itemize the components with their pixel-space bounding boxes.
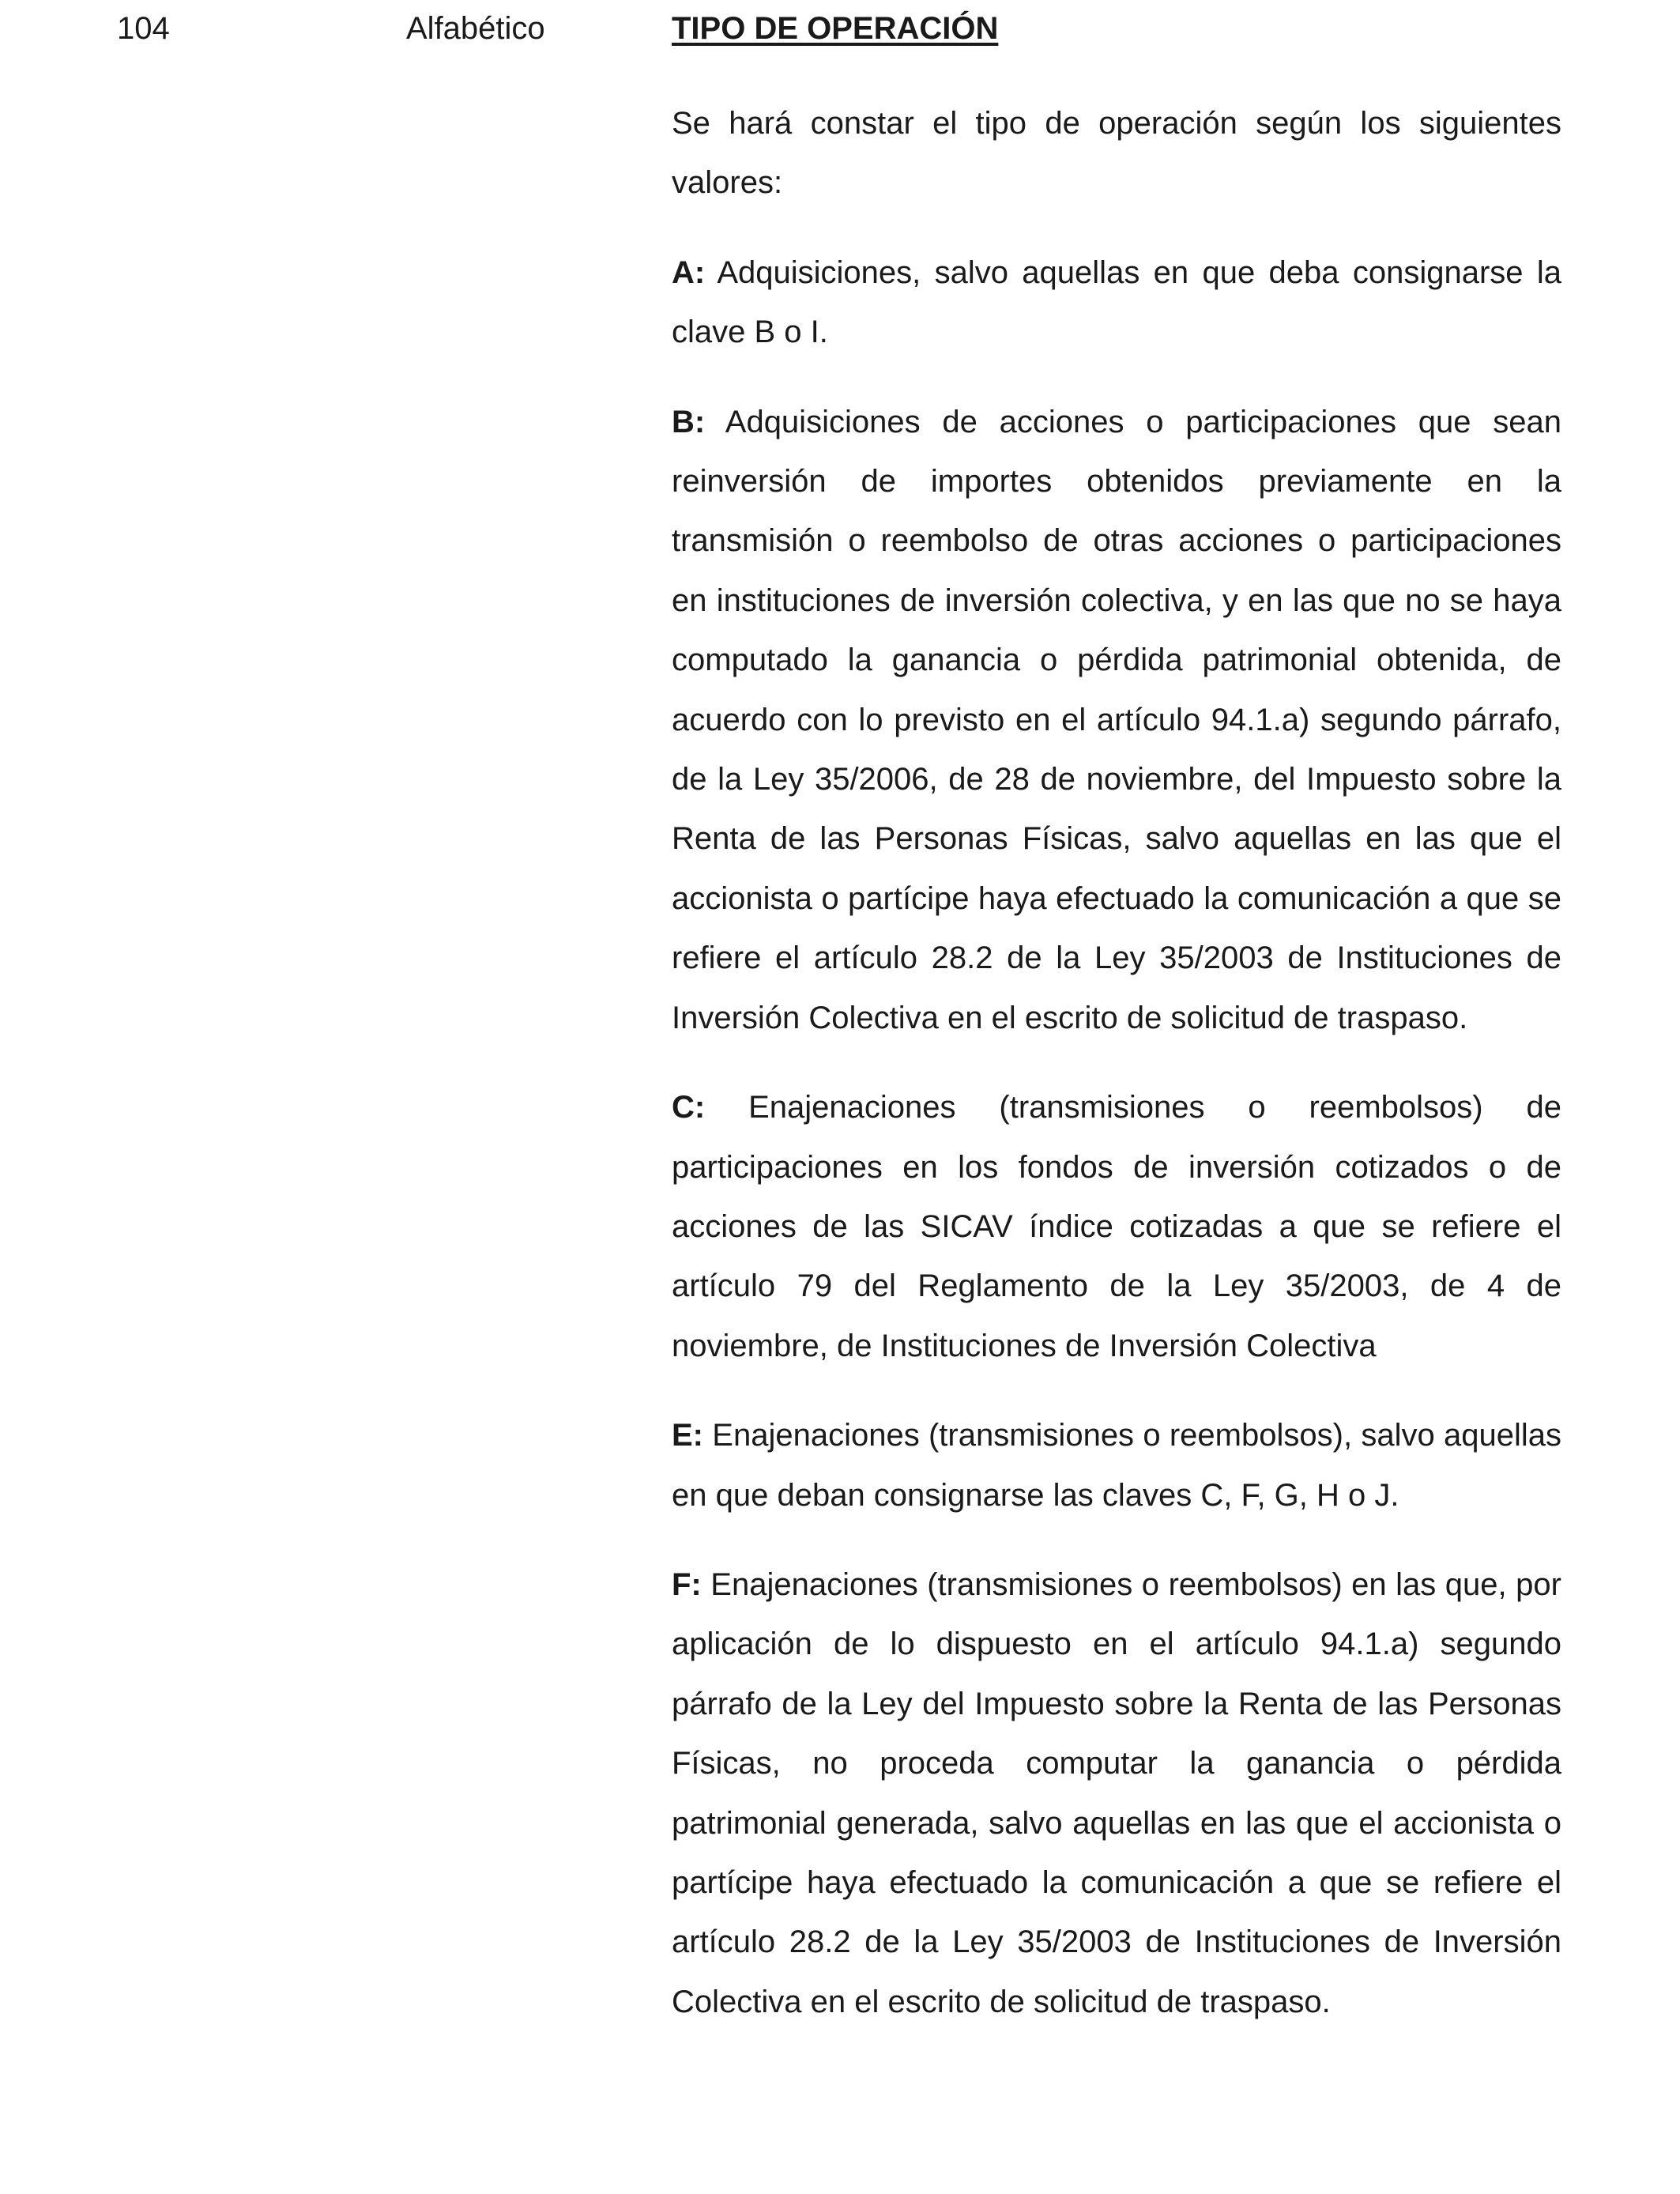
option-c xyxy=(672,1078,1561,1376)
option-text: Enajenaciones (transmisiones o reembolsos) en las que, por aplicación de lo dispuesto en el artículo 94.1.a) segundo párrafo de la Ley del Impuesto sobre la Renta de las Personas Físicas, no proceda computar la ganancia o pérdida patrimonial generada, salvo aquellas en las que el accionista o partícipe haya efectuado la comunicación a que se refiere el artículo 28.2 de la Ley 35/2003 de Instituciones de Inversión Colectiva en el escrito de solicitud de traspaso. xyxy=(672,1566,1561,2019)
field-position: 104 xyxy=(117,11,170,46)
option-key: F: xyxy=(672,1566,702,1602)
option-text: Enajenaciones (transmisiones o reembolsos) de participaciones en los fondos de inversión cotizados o de acciones de las SICAV índice cotizadas a que se refiere el artículo 79 del Reglamento de la Ley 35/2003, de 4 de noviembre, de Instituciones de Inversión Colectiva xyxy=(672,1090,1561,1363)
option-text: Adquisiciones de acciones o participaciones que sean reinversión de importes obtenidos previamente en la transmisión o reembolso de otras acciones o participaciones en instituciones de inversión colectiva, y en las que no se haya computado la ganancia o pérdida patrimonial obtenida, de acuerdo con lo previsto en el artículo 94.1.a) segundo párrafo, de la Ley 35/2006, de 28 de noviembre, del Impuesto sobre la Renta de las Personas Físicas, salvo aquellas en las que el accionista o partícipe haya efectuado la comunicación a que se refiere el artículo 28.2 de la Ley 35/2003 de Instituciones de Inversión Colectiva en el escrito de solicitud de traspaso. xyxy=(672,404,1561,1035)
intro-paragraph: Se hará constar el tipo de operación según los siguientes valores: xyxy=(672,106,1561,201)
option-text: Adquisiciones, salvo aquellas en que deba consignarse la clave B o I. xyxy=(672,254,1561,350)
option-key: B: xyxy=(672,404,706,439)
option-key: A: xyxy=(672,254,706,290)
option-text: Enajenaciones (transmisiones o reembolsos), salvo aquellas en que deban consignarse las claves C, F, G, H o J. xyxy=(672,1418,1561,1513)
field-description xyxy=(672,6,1561,2032)
option-key: E: xyxy=(672,1418,703,1453)
option-a xyxy=(672,243,1561,363)
field-type: Alfabético xyxy=(406,11,545,46)
option-b xyxy=(672,393,1561,1048)
option-e xyxy=(672,1406,1561,1525)
option-key: C: xyxy=(672,1090,706,1125)
option-f xyxy=(672,1555,1561,2032)
field-title: TIPO DE OPERACIÓN xyxy=(672,11,999,46)
